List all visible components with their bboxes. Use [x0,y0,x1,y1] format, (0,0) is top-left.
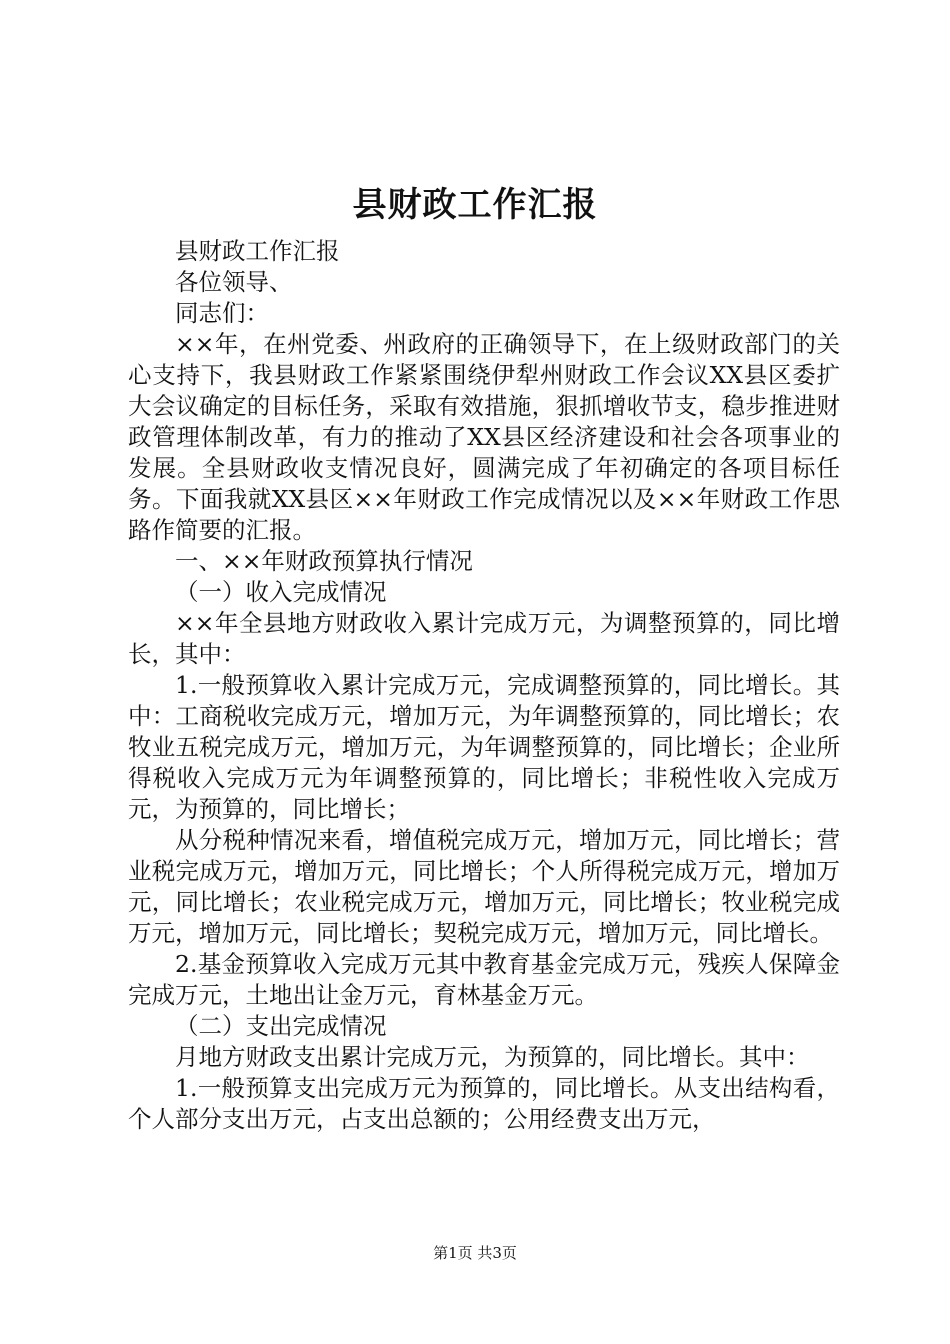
paragraph-heading-repeat: 县财政工作汇报 [175,237,340,265]
page-footer: 第1页 共3页 [433,1244,517,1262]
paragraph-revenue-summary: ××年全县地方财政收入累计完成万元，为调整预算的，同比增长，其中： [128,609,840,668]
paragraph-expenditure-summary: 月地方财政支出累计完成万元，为预算的，同比增长。其中： [175,1043,810,1071]
paragraph-general-budget-expenditure: 1.一般预算支出完成万元为预算的，同比增长。从支出结构看，个人部分支出万元，占支出总额的；公用经费支出万元， [128,1074,840,1133]
paragraph-general-budget-revenue: 1.一般预算收入累计完成万元，完成调整预算的，同比增长。其中：工商税收完成万元，增加万元，为年调整预算的，同比增长；农牧业五税完成万元，增加万元，为年调整预算的，同比增长；企业所得税收入完成万元为年调整预算的，同比增长；非税性收入完成万元，为预算的，同比增长； [128,671,840,823]
paragraph-salutation-comrades: 同志们： [175,299,269,327]
subsection-heading-revenue: （一）收入完成情况 [175,578,387,606]
paragraph-tax-breakdown: 从分税种情况来看，增值税完成万元，增加万元，同比增长；营业税完成万元，增加万元，同比增长；个人所得税完成万元，增加万元，同比增长；农业税完成万元，增加万元，同比增长；牧业税完成万元，增加万元，同比增长；契税完成万元，增加万元，同比增长。 [128,826,840,947]
subsection-heading-expenditure: （二）支出完成情况 [175,1012,387,1040]
paragraph-salutation-leaders: 各位领导、 [175,268,293,296]
document-title: 县财政工作汇报 [352,185,598,225]
paragraph-fund-budget-revenue: 2.基金预算收入完成万元其中教育基金完成万元，残疾人保障金完成万元，土地出让金万元，育林基金万元。 [128,950,840,1009]
section-heading-budget-execution: 一、××年财政预算执行情况 [175,547,473,575]
document-body [128,236,840,1135]
paragraph-introduction: ××年，在州党委、州政府的正确领导下，在上级财政部门的关心支持下，我县财政工作紧紧围绕伊犁州财政工作会议XX县区委扩大会议确定的目标任务，采取有效措施，狠抓增收节支，稳步推进财政管理体制改革，有力的推动了XX县区经济建设和社会各项事业的发展。全县财政收支情况良好，圆满完成了年初确定的各项目标任务。下面我就XX县区××年财政工作完成情况以及××年财政工作思路作简要的汇报。 [128,330,840,544]
